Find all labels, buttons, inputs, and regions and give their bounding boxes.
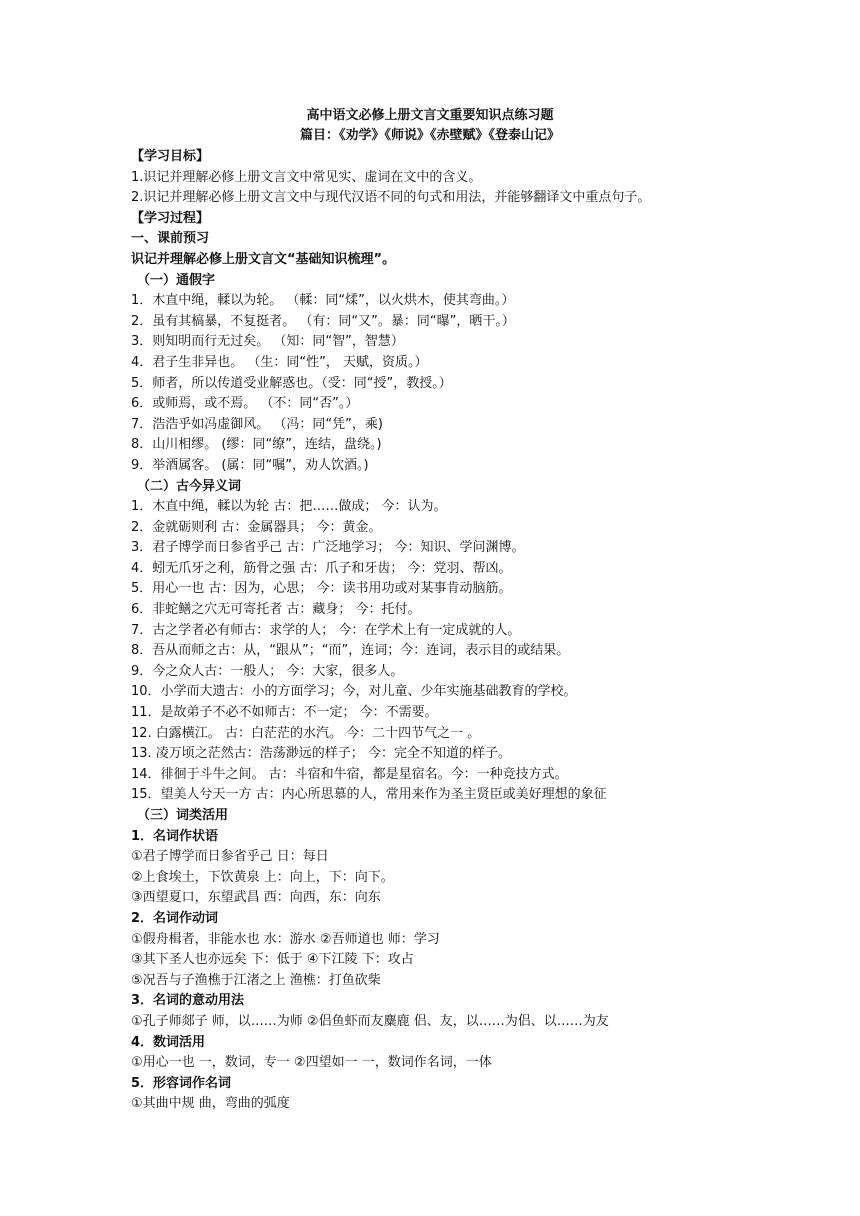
text-line: ①君子博学而日参省乎己 日：每日 (131, 849, 329, 865)
text-line: ②上食埃土，下饮黄泉 上：向上，下：向下。 (131, 869, 394, 885)
text-line: ①其曲中规 曲，弯曲的弧度 (131, 1096, 290, 1112)
text-line: ⑤况吾与子渔樵于江渚之上 渔樵：打鱼砍柴 (131, 972, 381, 988)
text-line: 5．用心一也 古：因为，心思； 今：读书用功或对某事肯动脑筋。 (131, 581, 512, 597)
text-line: 9．今之众人古：一般人； 今：大家，很多人。 (131, 663, 404, 679)
section-heading: 识记并理解必修上册文言文“基础知识梳理”。 (131, 251, 396, 267)
text-line: 4．君子生非异也。 （生：同“性”， 天赋，资质。） (131, 354, 428, 370)
text-line: 3．则知明而行无过矣。 （知：同“智”，智慧） (131, 334, 404, 350)
title-block (0, 106, 860, 146)
text-line: ③西望夏口，东望武昌 西：向西，东：向东 (131, 890, 381, 906)
document-title: 高中语文必修上册文言文重要知识点练习题 (306, 108, 554, 123)
text-line: 8．山川相缪。 (缪：同“缭”，连结，盘绕。) (131, 437, 382, 453)
text-line: 9．举酒属客。 (属：同“嘱”，劝人饮酒。) (131, 457, 369, 473)
text-line: ③其下圣人也亦远矣 下：低于 ④下江陵 下：攻占 (131, 952, 414, 968)
text-line: 15．望美人兮天一方 古：内心所思慕的人，常用来作为圣主贤臣或美好理想的象征 (131, 787, 607, 803)
text-line: ①用心一也 一，数词，专一 ②四望如一 一，数词作名词，一体 (131, 1055, 492, 1071)
text-line: 11．是故弟子不必不如师古：不一定； 今：不需要。 (131, 705, 438, 721)
text-line: 13. 凌万顷之茫然古：浩荡渺远的样子； 今：完全不知道的样子。 (131, 746, 511, 762)
section-heading: 4．数词活用 (131, 1034, 206, 1050)
section-heading: 一、课前预习 (131, 231, 210, 247)
section-heading: 【学习过程】 (131, 210, 210, 226)
text-line: 3．君子博学而日参省乎己 古：广泛地学习； 今：知识、学问渊博。 (131, 540, 525, 556)
text-line: 6．非蛇鳝之穴无可寄托者 古：藏身； 今：托付。 (131, 602, 421, 618)
section-heading: 【学习目标】 (131, 149, 210, 164)
text-line: 12. 白露横江。 古：白茫茫的水汽。 今：二十四节气之一 。 (131, 725, 481, 741)
section-heading: 2．名词作动词 (131, 910, 219, 926)
text-line: 2．金就砺则利 古：金属器具； 今：黄金。 (131, 519, 382, 535)
text-line: 1．木直中绳，輮以为轮 古：把……做成； 今：认为。 (131, 499, 447, 515)
section-heading: （二）古今异义词 (137, 478, 242, 494)
text-line: 1．木直中绳，輮以为轮。 （輮：同“煣”，以火烘木，使其弯曲。） (131, 293, 515, 309)
text-line: 7．古之学者必有师古：求学的人； 今：在学术上有一定成就的人。 (131, 622, 521, 638)
section-heading: （三）词类活用 (137, 808, 229, 823)
document-subtitle: 篇目：《劝学》《师说》《赤壁赋》《登泰山记》 (299, 128, 560, 143)
text-line: 2.识记并理解必修上册文言文中与现代汉语不同的句式和用法，并能够翻译文中重点句子。 (131, 190, 651, 206)
section-heading: 3．名词的意动用法 (131, 993, 245, 1009)
text-line: 14．徘徊于斗牛之间。 古：斗宿和牛宿，都是星宿名。今：一种竞技方式。 (131, 766, 568, 782)
text-line: 5．师者，所以传道受业解惑也。（受：同“授”，教授。） (131, 375, 452, 391)
text-line: 10．小学而大遗古：小的方面学习；今，对儿童、少年实施基础教育的学校。 (131, 684, 577, 700)
section-heading: 5．形容词作名词 (131, 1075, 232, 1091)
text-line: 2．虽有其槁暴，不复挺者。 （有：同“又”。暴：同“曝”，晒干。） (131, 313, 515, 329)
text-line: 1.识记并理解必修上册文言文中常见实、虚词在文中的含义。 (131, 169, 482, 185)
document-body (131, 147, 846, 1115)
text-line: ①孔子师郯子 师，以……为师 ②侣鱼虾而友麋鹿 侣、友，以……为侣、以……为友 (131, 1013, 609, 1029)
section-heading: 1．名词作状语 (131, 828, 219, 844)
text-line: 7．浩浩乎如冯虚御风。 （冯：同“凭”，乘) (131, 416, 383, 432)
text-line: ①假舟楫者，非能水也 水：游水 ②吾师道也 师：学习 (131, 931, 440, 947)
text-line: 6．或师焉，或不焉。 （不：同“否”。） (131, 396, 359, 412)
text-line: 8．吾从而师之古：从，“跟从”；“而”，连词；今：连词，表示目的或结果。 (131, 643, 570, 659)
text-line: 4．蚓无爪牙之利，筋骨之强 古：爪子和牙齿； 今：党羽、帮凶。 (131, 560, 512, 576)
section-heading: （一）通假字 (137, 272, 216, 288)
